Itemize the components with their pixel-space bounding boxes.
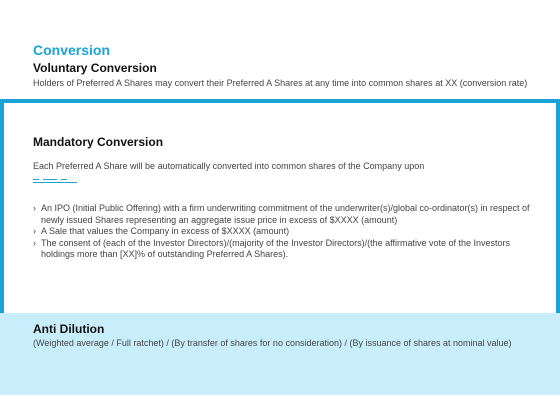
mandatory-conversion-text: Each Preferred A Share will be automatically converted into common shares of the Company upon bbox=[33, 161, 425, 171]
page-title: Conversion bbox=[33, 42, 111, 58]
placeholder-underline bbox=[33, 175, 548, 185]
list-item: › An IPO (Initial Public Offering) with a firm underwriting commitment of the underwriter(s)/global co-ordinator(s) in respect of newly issued Shares representing an aggregate issue price in excess of $XXXX (amount) bbox=[33, 203, 543, 226]
list-item: › A Sale that values the Company in excess of $XXXX (amount) bbox=[33, 226, 543, 238]
list-item: › The consent of (each of the Investor Directors)/(majority of the Investor Directors)/(the affirmative vote of the Investors holdings more than [XX]% of outstanding Preferred A Shares). bbox=[33, 238, 543, 261]
voluntary-section bbox=[33, 42, 548, 89]
divider bbox=[33, 182, 77, 183]
mandatory-bullet-list bbox=[33, 203, 543, 261]
mandatory-conversion-heading: Mandatory Conversion bbox=[33, 135, 164, 149]
anti-dilution-heading: Anti Dilution bbox=[33, 322, 105, 336]
anti-dilution-panel bbox=[0, 313, 560, 395]
voluntary-conversion-text: Holders of Preferred A Shares may convert their Preferred A Shares at any time into common shares at XX (conversion rate) bbox=[33, 78, 528, 88]
anti-dilution-text: (Weighted average / Full ratchet) / (By transfer of shares for no consideration) / (By issuance of shares at nominal value) bbox=[33, 338, 512, 348]
anti-dilution-section bbox=[33, 322, 548, 349]
mandatory-section bbox=[33, 135, 548, 185]
voluntary-conversion-heading: Voluntary Conversion bbox=[33, 61, 157, 75]
